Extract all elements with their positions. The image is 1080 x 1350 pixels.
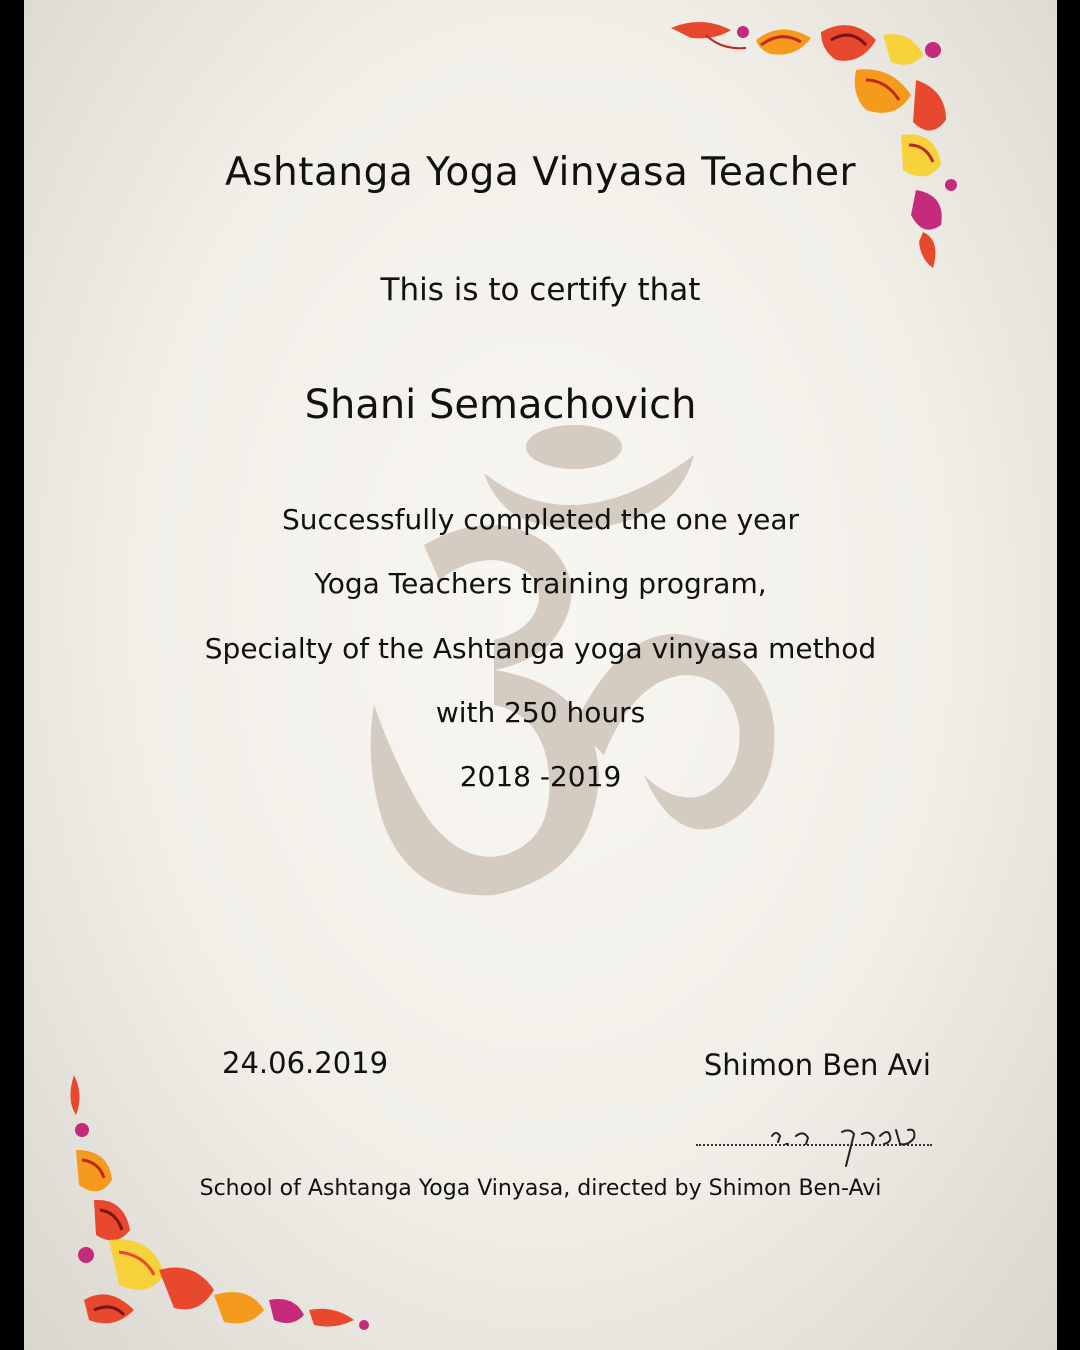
certificate-page <box>24 0 1057 1350</box>
floral-corner-icon <box>661 10 961 280</box>
school-footer: School of Ashtanga Yoga Vinyasa, directed by Shimon Ben-Avi <box>199 1176 882 1201</box>
certificate-title: Ashtanga Yoga Vinyasa Teacher <box>225 150 856 195</box>
om-symbol-icon <box>344 425 804 905</box>
body-line: Successfully completed the one year <box>281 503 800 536</box>
body-line: 2018 -2019 <box>459 760 622 793</box>
body-line: Yoga Teachers training program, <box>314 567 767 600</box>
recipient-name: Shani Semachovich <box>304 382 697 428</box>
body-line: with 250 hours <box>435 696 646 729</box>
handwritten-signature <box>724 1118 934 1168</box>
certify-statement: This is to certify that <box>380 272 701 308</box>
issue-date: 24.06.2019 <box>222 1046 389 1080</box>
body-line: Specialty of the Ashtanga yoga vinyasa method <box>204 632 877 665</box>
floral-corner-icon <box>64 1070 384 1340</box>
signer-name: Shimon Ben Avi <box>703 1048 931 1082</box>
